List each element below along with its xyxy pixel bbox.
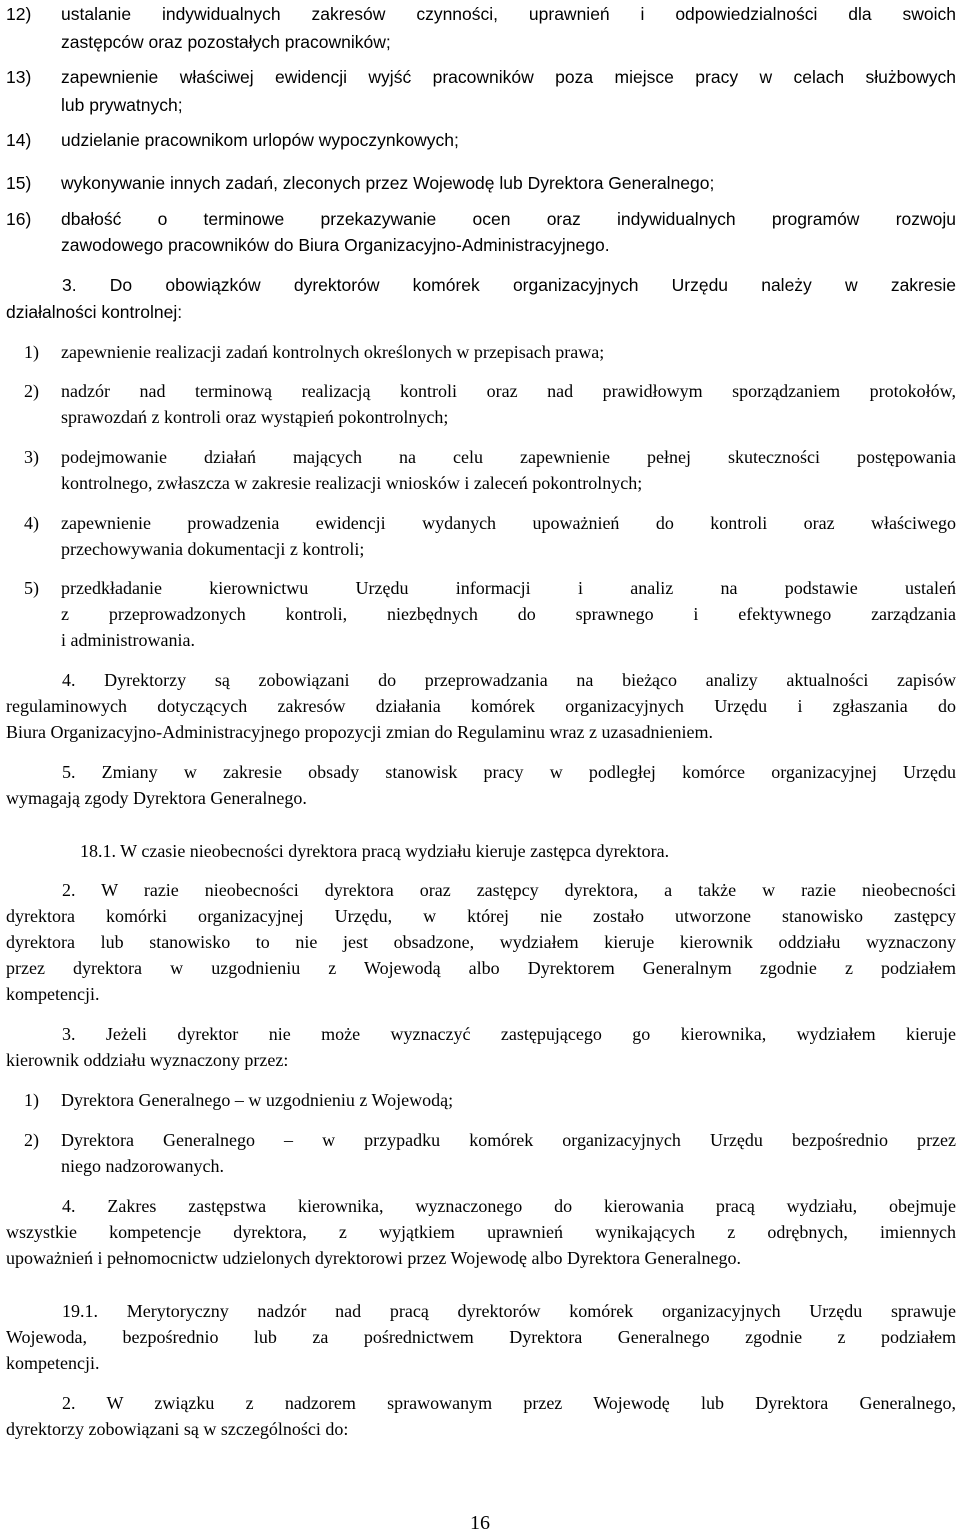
paragraph-text: wszystkie kompetencje dyrektora, z wyjątkiem uprawnień wynikających z odrębnych, imiennych [6, 1222, 956, 1242]
item-text: Dyrektora Generalnego – w przypadku komórek organizacyjnych Urzędu bezpośrednio przez [61, 1130, 956, 1150]
paragraph-text: 3. Do obowiązków dyrektorów komórek organizacyjnych Urzędu należy w zakresie [62, 275, 956, 295]
item-text: sprawozdań z kontroli oraz wystąpień pokontrolnych; [61, 407, 449, 427]
paragraph-text: 2. W związku z nadzorem sprawowanym przez Wojewodę lub Dyrektora Generalnego, [62, 1393, 956, 1413]
paragraph-text: 3. Jeżeli dyrektor nie może wyznaczyć zastępującego go kierownika, wydziałem kieruje [62, 1024, 956, 1044]
paragraph-text: 5. Zmiany w zakresie obsady stanowisk pracy w podległej komórce organizacyjnej Urzędu [62, 762, 956, 782]
paragraph-text: 19.1. Merytoryczny nadzór nad pracą dyrektorów komórek organizacyjnych Urzędu sprawuje [62, 1301, 956, 1321]
item-text: i administrowania. [61, 630, 195, 650]
paragraph-text: 2. W razie nieobecności dyrektora oraz zastępcy dyrektora, a także w razie nieobecności [62, 880, 956, 900]
item-number: 2) [24, 381, 39, 401]
item-text: niego nadzorowanych. [61, 1156, 224, 1176]
item-number: 5) [24, 578, 39, 598]
item-text: kontrolnego, zwłaszcza w zakresie realizacji wniosków i zaleceń pokontrolnych; [61, 473, 643, 493]
paragraph-text: Biura Organizacyjno-Administracyjnego propozycji zmian do Regulaminu wraz z uzasadnieniem. [6, 722, 713, 742]
paragraph-text: działalności kontrolnej: [6, 302, 183, 322]
item-text: zapewnienie właściwej ewidencji wyjść pracowników poza miejsce pracy w celach służbowych [61, 67, 956, 87]
paragraph-text: przez dyrektora w uzgodnieniu z Wojewodą albo Dyrektorem Generalnym zgodnie z podziałem [6, 958, 956, 978]
item-number: 16) [6, 209, 32, 229]
paragraph-text: dyrektorzy zobowiązani są w szczególności do: [6, 1419, 349, 1439]
paragraph-text: dyrektora lub stanowisko to nie jest obsadzone, wydziałem kieruje kierownik oddziału wyznaczony [6, 932, 956, 952]
paragraph-text: wymagają zgody Dyrektora Generalnego. [6, 788, 307, 808]
item-text: podejmowanie działań mających na celu zapewnienie pełnej skuteczności postępowania [61, 447, 956, 467]
item-text: z przeprowadzonych kontroli, niezbędnych do sprawnego i efektywnego zarządzania [61, 604, 956, 624]
paragraph-text: Wojewoda, bezpośrednio lub za pośrednictwem Dyrektora Generalnego zgodnie z podziałem [6, 1327, 956, 1347]
item-text: Dyrektora Generalnego – w uzgodnieniu z Wojewodą; [61, 1090, 454, 1110]
paragraph-text: 18.1. W czasie nieobecności dyrektora pracą wydziału kieruje zastępca dyrektora. [80, 841, 670, 861]
item-number: 1) [24, 342, 39, 362]
item-text: zastępców oraz pozostałych pracowników; [61, 32, 391, 52]
item-text: ustalanie indywidualnych zakresów czynności, uprawnień i odpowiedzialności dla swoich [61, 4, 956, 24]
paragraph-text: kompetencji. [6, 984, 100, 1004]
item-text: wykonywanie innych zadań, zleconych przez Wojewodę lub Dyrektora Generalnego; [61, 173, 715, 193]
item-text: zapewnienie realizacji zadań kontrolnych określonych w przepisach prawa; [61, 342, 605, 362]
item-text: lub prywatnych; [61, 95, 183, 115]
paragraph-text: upoważnień i pełnomocnictw udzielonych dyrektorowi przez Wojewodę albo Dyrektora Generalnego. [6, 1248, 741, 1268]
item-text: przechowywania dokumentacji z kontroli; [61, 539, 365, 559]
paragraph-text: kierownik oddziału wyznaczony przez: [6, 1050, 289, 1070]
item-text: udzielanie pracownikom urlopów wypoczynkowych; [61, 130, 459, 150]
paragraph-text: dyrektora komórki organizacyjnej Urzędu, w której nie zostało utworzone stanowisko zastępcy [6, 906, 956, 926]
item-number: 2) [24, 1130, 39, 1150]
paragraph-text: 4. Dyrektorzy są zobowiązani do przeprowadzania na bieżąco analizy aktualności zapisów [62, 670, 956, 690]
item-text: dbałość o terminowe przekazywanie ocen oraz indywidualnych programów rozwoju [61, 209, 956, 229]
paragraph-text: kompetencji. [6, 1353, 100, 1373]
item-text: zawodowego pracowników do Biura Organizacyjno-Administracyjnego. [61, 235, 610, 255]
item-text: zapewnienie prowadzenia ewidencji wydanych upoważnień do kontroli oraz właściwego [61, 513, 956, 533]
item-text: nadzór nad terminową realizacją kontroli oraz nad prawidłowym sporządzaniem protokołów, [61, 381, 956, 401]
paragraph-text: regulaminowych dotyczących zakresów działania komórek organizacyjnych Urzędu i zgłaszania do [6, 696, 956, 716]
item-number: 1) [24, 1090, 39, 1110]
item-number: 12) [6, 4, 32, 24]
page-number: 16 [470, 1512, 490, 1534]
item-number: 3) [24, 447, 39, 467]
item-number: 13) [6, 67, 32, 87]
item-number: 14) [6, 130, 32, 150]
item-number: 4) [24, 513, 39, 533]
paragraph-text: 4. Zakres zastępstwa kierownika, wyznaczonego do kierowania pracą wydziału, obejmuje [62, 1196, 956, 1216]
item-number: 15) [6, 173, 32, 193]
item-text: przedkładanie kierownictwu Urzędu informacji i analiz na podstawie ustaleń [61, 578, 956, 598]
